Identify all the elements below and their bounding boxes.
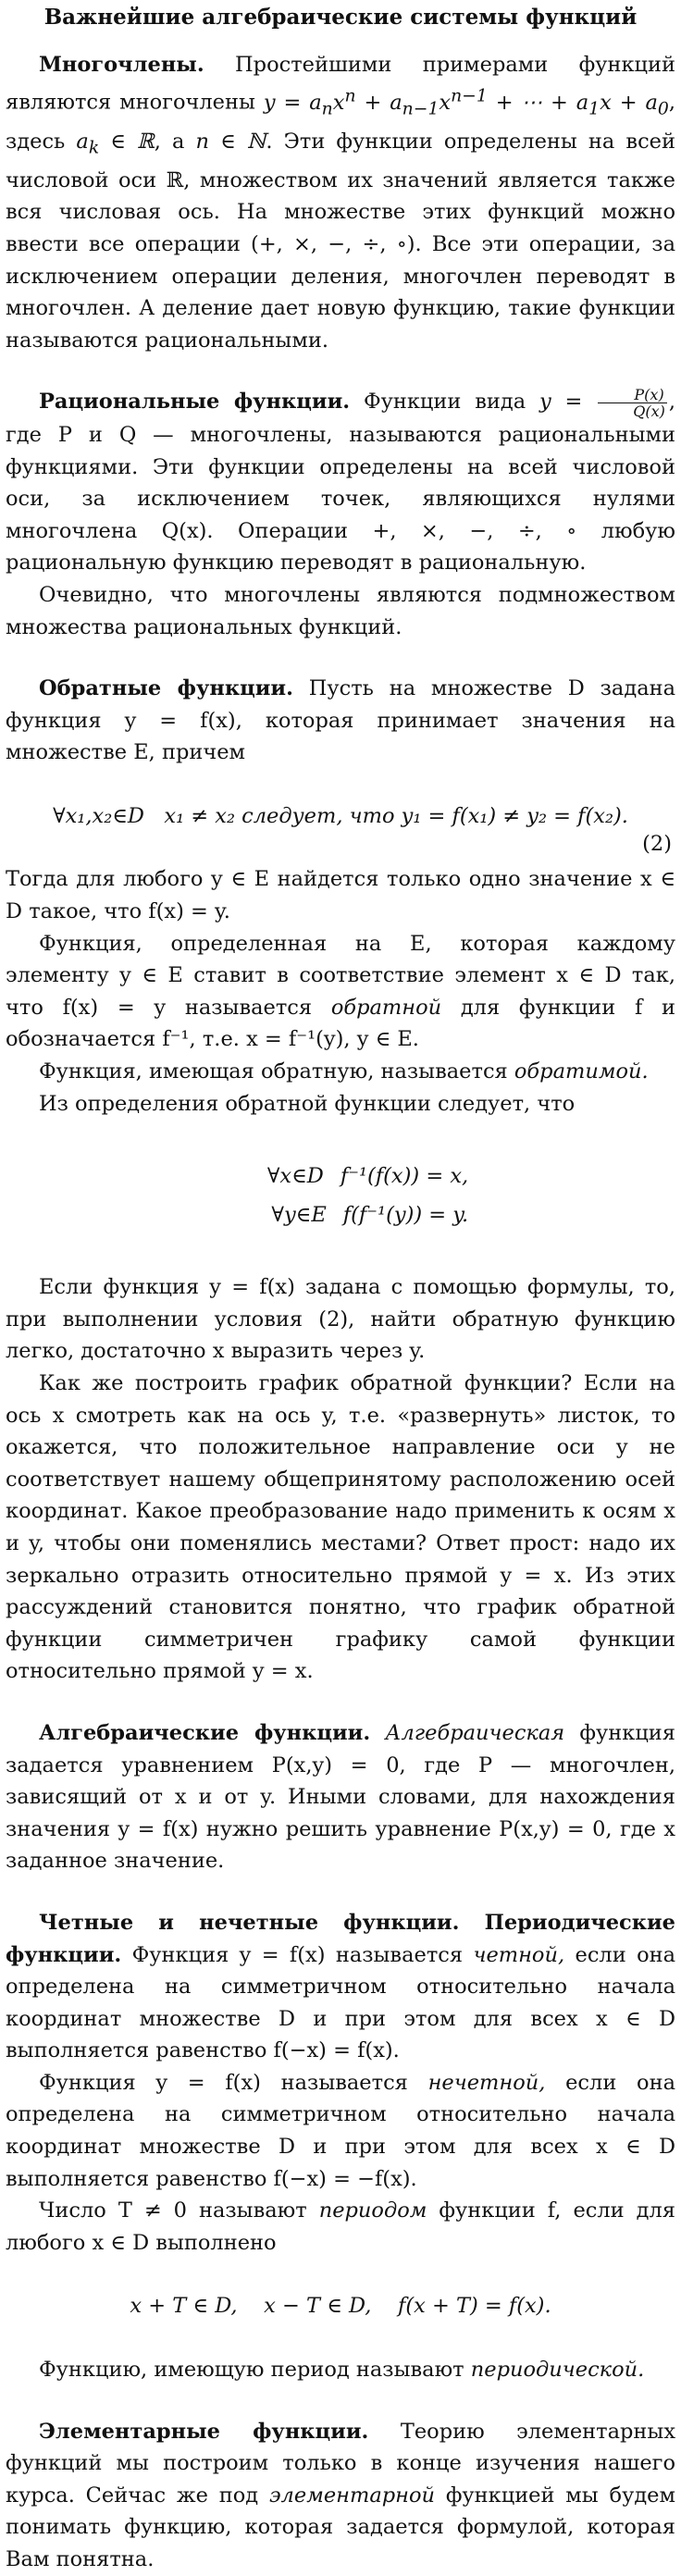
formula-n: n ∈ ℕ [195,129,266,154]
paragraph: Многочлены. Простейшими примерами функций являются многочлены $y = a_nx^n + a_{n-1}x^{n-1}$ + ⋯ + $a_1x + a_0$, здесь $a_k$ ∈ ℝ, а n ∈ ℕ. Эти функции определены на всей числовой оси ℝ, множеством их значений является также вся числовая ось. На множестве этих функций можно ввести все операции (+, ×, −, ÷, ∘). Все эти операции, за исключением операции деления, многочлен переводят в многочлен. А деление дает новую функцию, такие функции называются рациональными. [6,52,676,353]
paragraph [6,928,675,1056]
term-inverse: обратной [330,995,442,1020]
formula-body: f⁻¹(f(x)) = x, [340,1164,469,1189]
paragraph [6,2067,675,2195]
text: Функция y = f(x) называется [39,2070,408,2095]
text: Функция y = f(x) называется [131,1942,464,1967]
formula-row [213,1157,468,1195]
text: функция задается уравнением P(x,y) = 0, где P — многочлен, зависящий от x и от y. Иными словами, для нахождения значения y = f(x) нужно решить уравнение P(x,y) = 0, где x заданное значение. [6,1720,675,1874]
formula-body: x + T ∈ D, x − T ∈ D, f(x + T) = f(x). [130,2294,551,2319]
term-algebraic: Алгебраическая [385,1720,565,1745]
paragraph: Как же построить график обратной функции? Если на ось x смотреть как на ось y, т.е. «развернуть» листок, то окажется, что положительное направление оси y не соответствует нашему общепринятому расположению осей координат. Какое преобразование надо применить к осям x и y, чтобы они поменялись местами? Ответ прост: надо их зеркально отразить относительно прямой y = x. Из этих рассуждений становится понятно, что график обратной функции симметричен графику самой функции относительно прямой y = x. [6,1371,675,1684]
paragraph: Очевидно, что многочлены являются подмножеством множества рациональных функций. [6,582,675,639]
text: Простейшими примерами функций являются многочлены [6,52,675,115]
quantifier: ∀x₁,x₂∈D [53,803,144,828]
paragraph [6,2354,675,2386]
text: Пусть на множестве D задана функция y = f(x), которая принимает значения на множестве E, причем [6,676,676,765]
paragraph: Если функция y = f(x) задана с помощью формулы, то, при выполнении условия (2), найти обратную функцию легко, достаточно x выразить через y. [6,1275,675,1364]
section-heading: Многочлены. [39,52,204,77]
term-periodic: периодической. [470,2358,645,2383]
term-period: периодом [318,2198,427,2223]
text: Эти функции определены на всей числовой оси ℝ, множеством их значений является также вся числовая ось. На множестве этих функций можно ввести все операции (+, ×, −, ÷, ∘). Все эти операции, за исключением операции деления, многочлен переводят в многочлен. А деление дает новую функцию, такие функции называются рациональными. [6,129,675,353]
formula-row [213,1195,468,1234]
term-odd: нечетной, [427,2070,546,2095]
section-heading: Алгебраические функции. [39,1720,371,1745]
term-invertible: обратимой. [514,1059,649,1084]
formula-periodic [6,2290,675,2322]
formula-rational: y = $\frac{P(x)}{Q(x)}$ [539,385,665,420]
section-heading: Обратные функции. [39,676,293,701]
paragraph [6,1907,675,2067]
section-heading: Четные и нечетные функции. Периодические функции. [6,1910,675,1967]
text: для функции f и обозначается f⁻¹, т.е. x = f⁻¹(y), y ∈ E. [6,995,675,1052]
fraction-numerator: P(x) [598,387,667,403]
section-heading: Рациональные функции. [39,390,351,415]
section-polynomials [6,49,675,357]
text: функции f, если для любого x ∈ D выполнено [6,2198,675,2255]
quantifier: ∀x∈D [266,1164,324,1189]
text: Теорию элементарных функций мы построим только в конце изучения нашего курса. Сейчас же под [6,2419,676,2508]
paragraph [6,2416,675,2576]
formula-grid [213,1157,468,1234]
term-elementary: элементарной [268,2483,435,2508]
text: Функции вида [363,390,526,415]
section-heading: Элементарные функции. [39,2419,369,2444]
term-even: четной, [473,1942,565,1967]
paragraph: Рациональные функции. Функции вида y = $\frac{P(x)}{Q(x)}$ , где P и Q — многочлены, называются рациональными функциями. Эти функции определены на всей числовой оси, за исключением точек, являющихся нулями многочлена Q(x). Операции +, ×, −, ÷, ∘ любую рациональную функцию переводят в рациональную. [6,385,676,576]
quantifier: ∀y∈E [271,1203,327,1228]
formula-polynomial: $y = a_nx^n + a_{n-1}x^{n-1}$ + ⋯ + $a_1x + a_0$ [263,86,669,119]
formula-body: x₁ ≠ x₂ следует, что y₁ = f(x₁) ≠ y₂ = f(x₂). [164,803,628,828]
paragraph [6,673,675,769]
text: здесь [6,129,66,154]
fraction-denominator: Q(x) [633,402,665,420]
text: Функция, определенная на E, которая каждому элементу y ∈ E ставит в соответствие элемент x ∈ D так, что f(x) = y называется [6,931,675,1020]
formula-inverse-identities [6,1157,675,1234]
section-elementary [6,2416,675,2576]
section-algebraic [6,1717,675,1877]
paragraph [6,1056,675,1088]
paragraph [6,2195,675,2259]
section-inverse [6,673,675,1688]
text: если она определена на симметричном относительно начала координат множестве D и при этом для всех x ∈ D выполняется равенство f(−x) = −f(x). [6,2070,675,2191]
text: если она определена на симметричном относительно начала координат множестве D и при этом для всех x ∈ D выполняется равенство f(−x) = f(x). [6,1942,676,2063]
paragraph: Из определения обратной функции следует, что [39,1091,576,1116]
text: Функцию, имеющую период называют [39,2358,464,2383]
fraction [598,387,667,419]
paragraph [6,1717,675,1877]
text: функцией мы будем понимать функцию, которая задается формулой, которая Вам понятна. [6,2483,675,2571]
section-rational [6,386,675,643]
equation-number: (2) [642,831,672,856]
paragraph: Тогда для любого y ∈ E найдется только одно значение x ∈ D такое, что f(x) = y. [6,867,675,924]
section-even-odd [6,1907,675,2386]
text: Число T ≠ 0 называют [39,2198,307,2223]
formula-coeff: $a_k$ ∈ ℝ [76,129,155,158]
formula-2 [6,800,675,856]
text: Функция, имеющая обратную, называется [39,1059,508,1084]
page-title: Важнейшие алгебраические системы функций [43,5,638,30]
text: где P и Q — многочлены, называются рациональными функциями. Эти функции определены на всей числовой оси, за исключением точек, являющихся нулями многочлена Q(x). Операции +, ×, −, ÷, ∘ любую рациональную функцию переводят в рациональную. [6,422,675,576]
formula-body: f(f⁻¹(y)) = y. [342,1203,469,1228]
